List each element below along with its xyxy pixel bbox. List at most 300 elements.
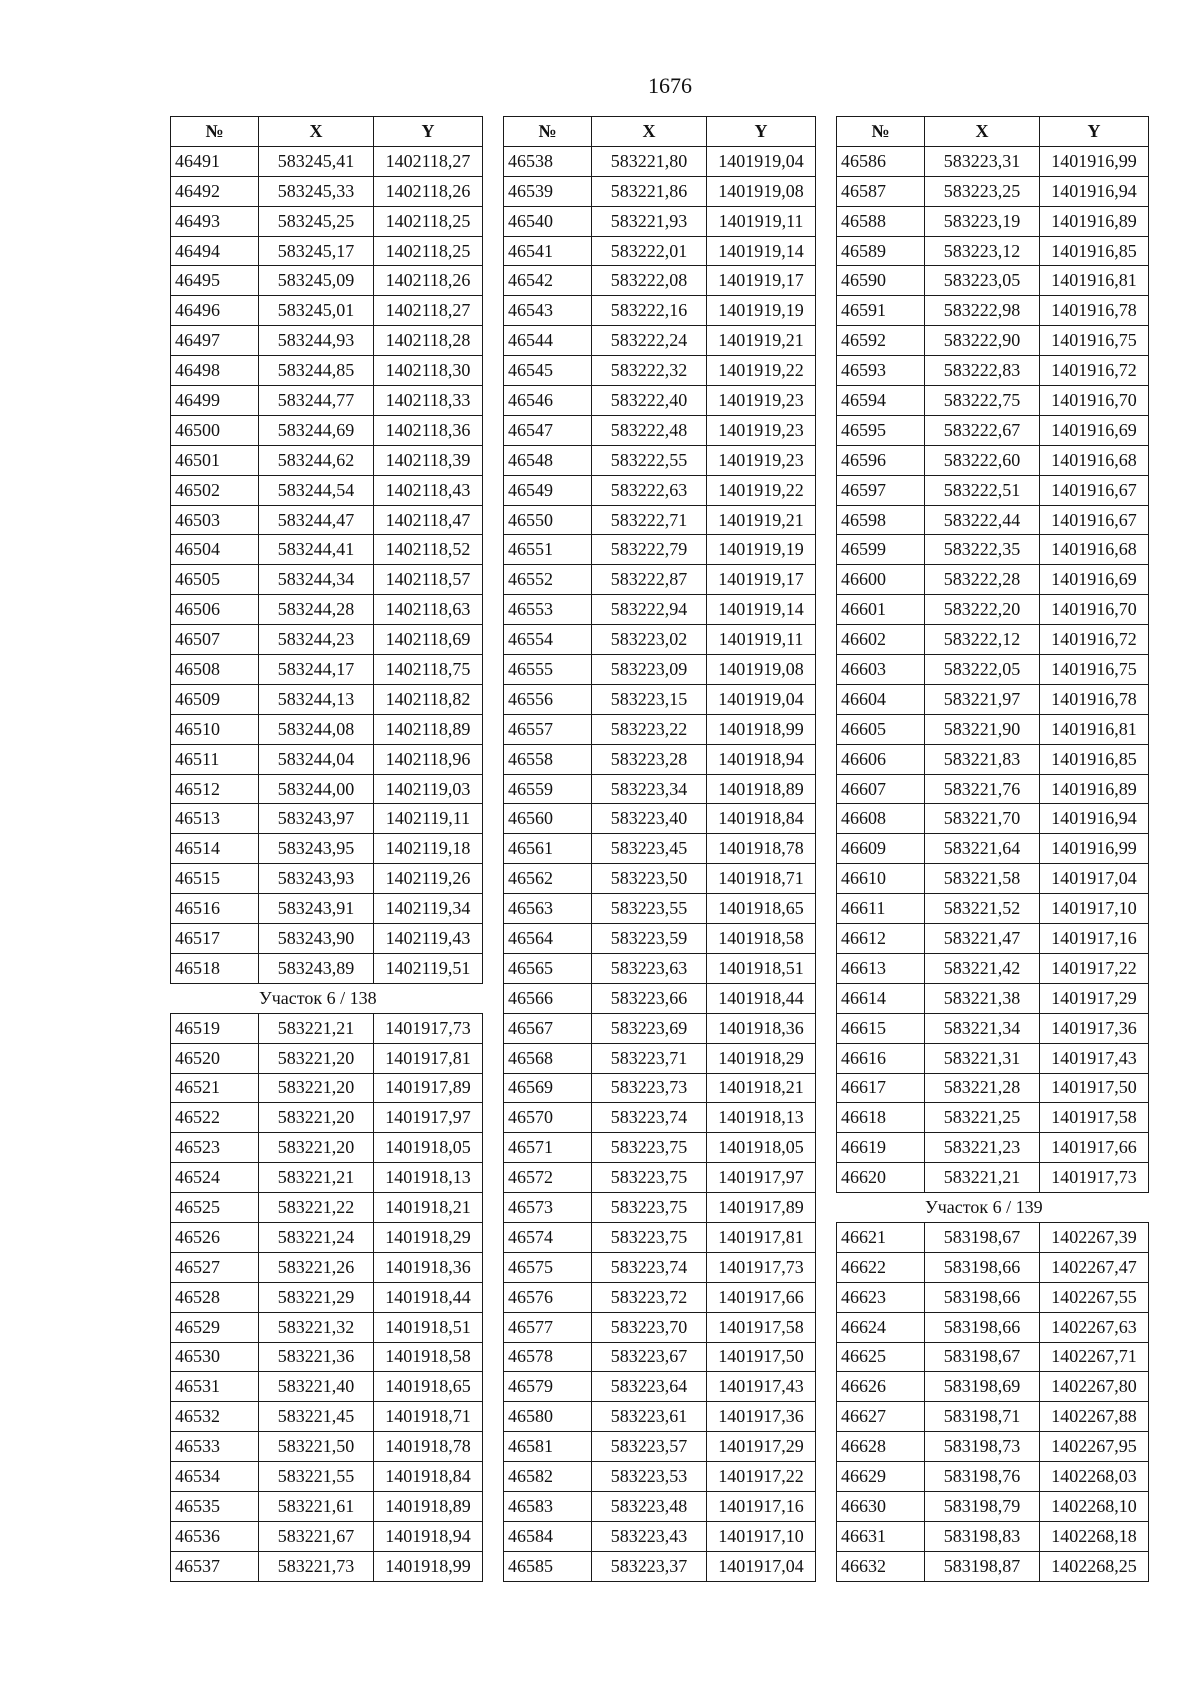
table-row [837,1402,1149,1432]
table-row [837,146,1149,176]
y-coordinate-cell: 1401916,85 [1040,744,1149,774]
y-coordinate-cell: 1401917,10 [707,1521,816,1551]
y-coordinate-cell: 1401917,10 [1040,894,1149,924]
y-coordinate-cell: 1401919,14 [707,236,816,266]
x-coordinate-cell: 583223,02 [592,625,707,655]
point-number-cell: 46605 [837,714,925,744]
table-row [171,1462,483,1492]
x-coordinate-cell: 583223,75 [592,1222,707,1252]
point-number-cell: 46575 [504,1252,592,1282]
table-row [171,326,483,356]
point-number-cell: 46531 [171,1372,259,1402]
x-coordinate-cell: 583221,22 [259,1193,374,1223]
y-coordinate-cell: 1401919,21 [707,505,816,535]
table-row [837,1551,1149,1581]
table-row [171,535,483,565]
table-header-row [171,117,483,147]
point-number-cell: 46613 [837,953,925,983]
x-coordinate-cell: 583245,33 [259,176,374,206]
y-coordinate-cell: 1401916,75 [1040,326,1149,356]
table-row [171,924,483,954]
x-coordinate-cell: 583244,23 [259,625,374,655]
point-number-cell: 46567 [504,1013,592,1043]
table-row [171,774,483,804]
x-coordinate-cell: 583221,80 [592,146,707,176]
x-coordinate-cell: 583223,74 [592,1103,707,1133]
point-number-cell: 46533 [171,1432,259,1462]
table-row [504,1193,816,1223]
x-coordinate-cell: 583223,28 [592,744,707,774]
point-number-cell: 46498 [171,356,259,386]
table-row [504,1432,816,1462]
table-row [837,625,1149,655]
point-number-cell: 46528 [171,1282,259,1312]
y-coordinate-cell: 1401917,66 [707,1282,816,1312]
point-number-cell: 46548 [504,445,592,475]
table-row [837,535,1149,565]
x-coordinate-cell: 583221,40 [259,1372,374,1402]
point-number-cell: 46540 [504,206,592,236]
x-coordinate-cell: 583221,55 [259,1462,374,1492]
table-row [837,1252,1149,1282]
y-coordinate-cell: 1401918,05 [707,1133,816,1163]
x-coordinate-cell: 583244,00 [259,774,374,804]
x-coordinate-cell: 583222,87 [592,565,707,595]
y-coordinate-cell: 1402267,71 [1040,1342,1149,1372]
table-row [171,1312,483,1342]
y-coordinate-cell: 1401919,17 [707,565,816,595]
table-row [504,744,816,774]
table-row [171,445,483,475]
y-coordinate-cell: 1401918,78 [707,834,816,864]
point-number-cell: 46601 [837,595,925,625]
point-number-cell: 46519 [171,1013,259,1043]
y-coordinate-cell: 1402268,03 [1040,1462,1149,1492]
point-number-cell: 46560 [504,804,592,834]
point-number-cell: 46553 [504,595,592,625]
x-coordinate-cell: 583243,95 [259,834,374,864]
x-coordinate-cell: 583223,63 [592,953,707,983]
point-number-cell: 46550 [504,505,592,535]
coordinates-table-3 [836,116,1149,1582]
x-coordinate-cell: 583244,85 [259,356,374,386]
table-row [837,744,1149,774]
x-coordinate-cell: 583222,32 [592,356,707,386]
point-number-cell: 46629 [837,1462,925,1492]
y-coordinate-cell: 1401918,58 [374,1342,483,1372]
x-coordinate-cell: 583223,34 [592,774,707,804]
x-coordinate-cell: 583221,76 [925,774,1040,804]
point-number-cell: 46608 [837,804,925,834]
x-coordinate-cell: 583223,73 [592,1073,707,1103]
x-coordinate-cell: 583222,75 [925,386,1040,416]
x-coordinate-cell: 583221,26 [259,1252,374,1282]
y-coordinate-cell: 1401916,81 [1040,266,1149,296]
point-number-cell: 46599 [837,535,925,565]
table-row [171,684,483,714]
y-coordinate-cell: 1401919,04 [707,684,816,714]
y-coordinate-cell: 1401919,21 [707,326,816,356]
point-number-cell: 46581 [504,1432,592,1462]
x-coordinate-cell: 583222,40 [592,386,707,416]
table-row [171,804,483,834]
y-coordinate-cell: 1401917,89 [707,1193,816,1223]
point-number-cell: 46554 [504,625,592,655]
x-coordinate-cell: 583223,31 [925,146,1040,176]
x-coordinate-cell: 583222,94 [592,595,707,625]
header-x: X [925,117,1040,147]
table-row [171,953,483,983]
point-number-cell: 46616 [837,1043,925,1073]
point-number-cell: 46630 [837,1491,925,1521]
table-row [171,1551,483,1581]
x-coordinate-cell: 583223,55 [592,894,707,924]
x-coordinate-cell: 583221,52 [925,894,1040,924]
y-coordinate-cell: 1401918,89 [374,1491,483,1521]
y-coordinate-cell: 1401916,89 [1040,774,1149,804]
point-number-cell: 46511 [171,744,259,774]
y-coordinate-cell: 1401919,11 [707,625,816,655]
point-number-cell: 46501 [171,445,259,475]
y-coordinate-cell: 1401919,08 [707,176,816,206]
x-coordinate-cell: 583223,53 [592,1462,707,1492]
point-number-cell: 46592 [837,326,925,356]
y-coordinate-cell: 1401918,99 [707,714,816,744]
y-coordinate-cell: 1401917,04 [1040,864,1149,894]
y-coordinate-cell: 1402118,75 [374,655,483,685]
y-coordinate-cell: 1401916,67 [1040,505,1149,535]
table-row [837,1073,1149,1103]
table-row [837,1282,1149,1312]
y-coordinate-cell: 1402118,26 [374,266,483,296]
point-number-cell: 46621 [837,1222,925,1252]
y-coordinate-cell: 1401917,50 [707,1342,816,1372]
table-row [171,595,483,625]
y-coordinate-cell: 1401916,70 [1040,595,1149,625]
y-coordinate-cell: 1401918,58 [707,924,816,954]
header-y: Y [374,117,483,147]
table-row [837,714,1149,744]
y-coordinate-cell: 1401917,43 [707,1372,816,1402]
x-coordinate-cell: 583222,12 [925,625,1040,655]
table-row [837,1103,1149,1133]
table-row [504,565,816,595]
x-coordinate-cell: 583221,29 [259,1282,374,1312]
table-row [504,953,816,983]
x-coordinate-cell: 583198,66 [925,1312,1040,1342]
x-coordinate-cell: 583223,75 [592,1163,707,1193]
table-row [504,1491,816,1521]
point-number-cell: 46572 [504,1163,592,1193]
table-row [837,1491,1149,1521]
x-coordinate-cell: 583221,97 [925,684,1040,714]
table-row [837,326,1149,356]
y-coordinate-cell: 1402118,43 [374,475,483,505]
y-coordinate-cell: 1401918,94 [707,744,816,774]
x-coordinate-cell: 583243,97 [259,804,374,834]
table-row [171,236,483,266]
table-row [837,774,1149,804]
table-row [504,535,816,565]
table-row [504,983,816,1013]
x-coordinate-cell: 583221,36 [259,1342,374,1372]
point-number-cell: 46620 [837,1163,925,1193]
table-row [837,415,1149,445]
y-coordinate-cell: 1401916,94 [1040,176,1149,206]
point-number-cell: 46537 [171,1551,259,1581]
y-coordinate-cell: 1401917,43 [1040,1043,1149,1073]
x-coordinate-cell: 583223,75 [592,1133,707,1163]
x-coordinate-cell: 583244,93 [259,326,374,356]
x-coordinate-cell: 583222,08 [592,266,707,296]
table-row [837,684,1149,714]
x-coordinate-cell: 583223,57 [592,1432,707,1462]
y-coordinate-cell: 1401918,51 [707,953,816,983]
x-coordinate-cell: 583221,20 [259,1133,374,1163]
point-number-cell: 46520 [171,1043,259,1073]
y-coordinate-cell: 1402119,51 [374,953,483,983]
point-number-cell: 46500 [171,415,259,445]
x-coordinate-cell: 583222,90 [925,326,1040,356]
table-row [171,834,483,864]
point-number-cell: 46587 [837,176,925,206]
y-coordinate-cell: 1402118,27 [374,296,483,326]
header-number: № [504,117,592,147]
y-coordinate-cell: 1402267,55 [1040,1282,1149,1312]
point-number-cell: 46563 [504,894,592,924]
point-number-cell: 46536 [171,1521,259,1551]
point-number-cell: 46565 [504,953,592,983]
table-row [837,1521,1149,1551]
point-number-cell: 46518 [171,953,259,983]
point-number-cell: 46617 [837,1073,925,1103]
point-number-cell: 46576 [504,1282,592,1312]
table-row [171,386,483,416]
point-number-cell: 46516 [171,894,259,924]
table-row [504,714,816,744]
y-coordinate-cell: 1402118,47 [374,505,483,535]
point-number-cell: 46494 [171,236,259,266]
x-coordinate-cell: 583221,38 [925,983,1040,1013]
table-row [171,1402,483,1432]
y-coordinate-cell: 1401917,66 [1040,1133,1149,1163]
point-number-cell: 46505 [171,565,259,595]
x-coordinate-cell: 583221,20 [259,1043,374,1073]
x-coordinate-cell: 583198,79 [925,1491,1040,1521]
x-coordinate-cell: 583222,44 [925,505,1040,535]
point-number-cell: 46523 [171,1133,259,1163]
x-coordinate-cell: 583245,41 [259,146,374,176]
table-row [504,655,816,685]
y-coordinate-cell: 1401918,84 [707,804,816,834]
point-number-cell: 46610 [837,864,925,894]
section-row [171,983,483,1013]
point-number-cell: 46521 [171,1073,259,1103]
point-number-cell: 46574 [504,1222,592,1252]
y-coordinate-cell: 1402119,11 [374,804,483,834]
table-row [504,1372,816,1402]
y-coordinate-cell: 1401917,97 [707,1163,816,1193]
x-coordinate-cell: 583222,48 [592,415,707,445]
x-coordinate-cell: 583223,69 [592,1013,707,1043]
table-row [171,1222,483,1252]
table-row [171,1073,483,1103]
x-coordinate-cell: 583198,83 [925,1521,1040,1551]
x-coordinate-cell: 583221,21 [259,1013,374,1043]
x-coordinate-cell: 583198,71 [925,1402,1040,1432]
table-row [504,445,816,475]
y-coordinate-cell: 1401916,75 [1040,655,1149,685]
y-coordinate-cell: 1402118,52 [374,535,483,565]
x-coordinate-cell: 583221,42 [925,953,1040,983]
table-row [837,834,1149,864]
section-row [837,1193,1149,1223]
y-coordinate-cell: 1402268,10 [1040,1491,1149,1521]
y-coordinate-cell: 1401918,94 [374,1521,483,1551]
table-row [171,1432,483,1462]
table-row [837,1462,1149,1492]
table-row [171,266,483,296]
y-coordinate-cell: 1401917,73 [1040,1163,1149,1193]
x-coordinate-cell: 583221,31 [925,1043,1040,1073]
y-coordinate-cell: 1401919,17 [707,266,816,296]
table-row [171,1193,483,1223]
x-coordinate-cell: 583223,70 [592,1312,707,1342]
table-row [837,894,1149,924]
point-number-cell: 46625 [837,1342,925,1372]
x-coordinate-cell: 583223,15 [592,684,707,714]
point-number-cell: 46583 [504,1491,592,1521]
point-number-cell: 46564 [504,924,592,954]
table-row [837,1222,1149,1252]
y-coordinate-cell: 1401918,21 [374,1193,483,1223]
table-row [504,625,816,655]
point-number-cell: 46509 [171,684,259,714]
y-coordinate-cell: 1401916,72 [1040,625,1149,655]
table-header-row [504,117,816,147]
table-row [837,864,1149,894]
table-row [171,1282,483,1312]
y-coordinate-cell: 1401916,68 [1040,445,1149,475]
header-y: Y [707,117,816,147]
y-coordinate-cell: 1402118,82 [374,684,483,714]
table-row [837,206,1149,236]
point-number-cell: 46499 [171,386,259,416]
table-row [837,1133,1149,1163]
x-coordinate-cell: 583221,93 [592,206,707,236]
point-number-cell: 46532 [171,1402,259,1432]
y-coordinate-cell: 1401917,36 [1040,1013,1149,1043]
point-number-cell: 46591 [837,296,925,326]
table-row [837,236,1149,266]
y-coordinate-cell: 1401917,16 [707,1491,816,1521]
y-coordinate-cell: 1401917,81 [707,1222,816,1252]
x-coordinate-cell: 583244,62 [259,445,374,475]
point-number-cell: 46596 [837,445,925,475]
y-coordinate-cell: 1401918,71 [707,864,816,894]
x-coordinate-cell: 583222,35 [925,535,1040,565]
table-row [837,1043,1149,1073]
point-number-cell: 46529 [171,1312,259,1342]
point-number-cell: 46580 [504,1402,592,1432]
x-coordinate-cell: 583221,86 [592,176,707,206]
point-number-cell: 46598 [837,505,925,535]
table-row [171,146,483,176]
table-row [504,296,816,326]
x-coordinate-cell: 583222,01 [592,236,707,266]
table-row [171,356,483,386]
y-coordinate-cell: 1402118,25 [374,236,483,266]
x-coordinate-cell: 583222,60 [925,445,1040,475]
x-coordinate-cell: 583222,51 [925,475,1040,505]
point-number-cell: 46517 [171,924,259,954]
y-coordinate-cell: 1401917,97 [374,1103,483,1133]
table-row [171,1252,483,1282]
header-number: № [171,117,259,147]
y-coordinate-cell: 1401918,99 [374,1551,483,1581]
x-coordinate-cell: 583244,77 [259,386,374,416]
point-number-cell: 46508 [171,655,259,685]
point-number-cell: 46535 [171,1491,259,1521]
point-number-cell: 46538 [504,146,592,176]
table-row [171,864,483,894]
coordinates-table-2 [503,116,816,1582]
point-number-cell: 46534 [171,1462,259,1492]
point-number-cell: 46502 [171,475,259,505]
point-number-cell: 46510 [171,714,259,744]
y-coordinate-cell: 1401918,05 [374,1133,483,1163]
point-number-cell: 46497 [171,326,259,356]
table-row [504,386,816,416]
x-coordinate-cell: 583223,45 [592,834,707,864]
y-coordinate-cell: 1401917,22 [707,1462,816,1492]
point-number-cell: 46606 [837,744,925,774]
y-coordinate-cell: 1401919,08 [707,655,816,685]
y-coordinate-cell: 1402267,39 [1040,1222,1149,1252]
table-row [837,565,1149,595]
y-coordinate-cell: 1401918,13 [707,1103,816,1133]
section-label: Участок 6 / 138 [171,983,483,1013]
x-coordinate-cell: 583223,37 [592,1551,707,1581]
x-coordinate-cell: 583223,67 [592,1342,707,1372]
table-row [504,1013,816,1043]
x-coordinate-cell: 583245,25 [259,206,374,236]
x-coordinate-cell: 583223,72 [592,1282,707,1312]
point-number-cell: 46557 [504,714,592,744]
point-number-cell: 46496 [171,296,259,326]
y-coordinate-cell: 1401918,89 [707,774,816,804]
x-coordinate-cell: 583221,28 [925,1073,1040,1103]
point-number-cell: 46590 [837,266,925,296]
point-number-cell: 46597 [837,475,925,505]
table-row [504,804,816,834]
y-coordinate-cell: 1402268,18 [1040,1521,1149,1551]
point-number-cell: 46556 [504,684,592,714]
table-row [837,266,1149,296]
point-number-cell: 46513 [171,804,259,834]
point-number-cell: 46622 [837,1252,925,1282]
point-number-cell: 46503 [171,505,259,535]
y-coordinate-cell: 1401918,29 [374,1222,483,1252]
table-row [171,1491,483,1521]
y-coordinate-cell: 1401916,72 [1040,356,1149,386]
point-number-cell: 46624 [837,1312,925,1342]
y-coordinate-cell: 1402118,57 [374,565,483,595]
y-coordinate-cell: 1402118,27 [374,146,483,176]
x-coordinate-cell: 583223,74 [592,1252,707,1282]
point-number-cell: 46514 [171,834,259,864]
x-coordinate-cell: 583221,34 [925,1013,1040,1043]
